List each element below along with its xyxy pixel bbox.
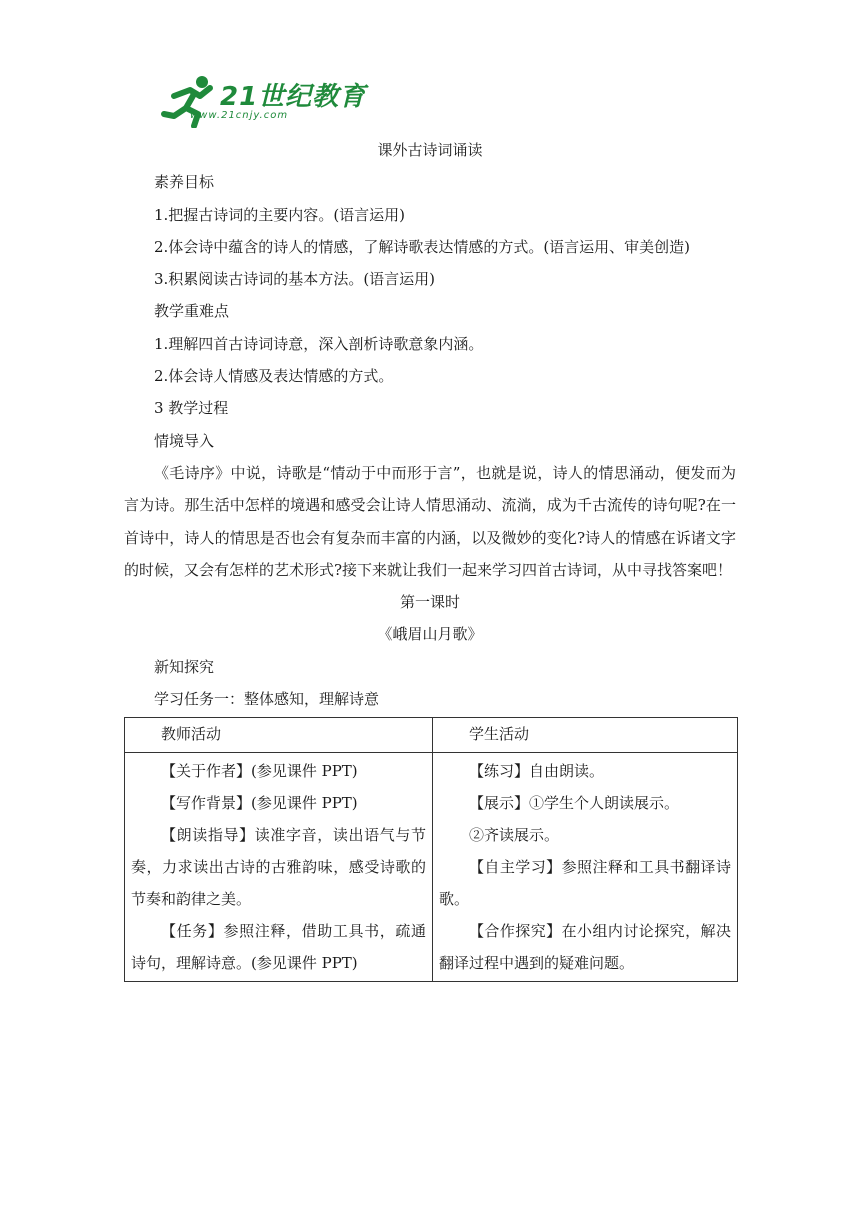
goal-2: 2.体会诗中蕴含的诗人的情感，了解诗歌表达情感的方式。(语言运用、审美创造): [154, 237, 691, 256]
goal-3: 3.积累阅读古诗词的基本方法。(语言运用): [154, 270, 436, 289]
lesson-title: 第一课时: [399, 593, 460, 612]
document-body: [124, 134, 736, 982]
key-1: 1.理解四首古诗词诗意，深入剖析诗歌意象内涵。: [154, 334, 484, 353]
teacher-header-cell: [125, 718, 433, 753]
explore-heading: 新知探究: [154, 657, 215, 676]
teacher-item: 【写作背景】(参见课件 PPT): [161, 794, 358, 813]
process-heading: 3 教学过程: [154, 399, 229, 418]
teacher-activities: [125, 753, 433, 982]
intro-heading: 情境导入: [154, 431, 215, 450]
student-activities: [433, 753, 738, 982]
key-2: 2.体会诗人情感及表达情感的方式。: [154, 367, 394, 386]
student-item: ②齐读展示。: [469, 826, 560, 845]
logo-url: www.21cnjy.com: [190, 110, 289, 121]
task-1: 学习任务一：整体感知，理解诗意: [154, 690, 380, 709]
student-header: 学生活动: [469, 725, 530, 744]
student-item: 【合作探究】在小组内讨论探究，解决翻译过程中遇到的疑难问题。: [439, 922, 731, 973]
intro-paragraph: 《毛诗序》中说，诗歌是“情动于中而形于言”，也就是说，诗人的情思涌动，便发而为言为诗。那生活中怎样的境遇和感受会让诗人情思涌动、流淌，成为千古流传的诗句呢?在一首诗中，诗人的情思是否也会有复杂而丰富的内涵，以及微妙的变化?诗人的情感在诉诸文字的时候，又会有怎样的艺术形式?接下来就让我们一起来学习四首古诗词，从中寻找答案吧！: [124, 463, 736, 579]
goals-heading: 素养目标: [154, 173, 215, 192]
goal-1: 1.把握古诗词的主要内容。(语言运用): [154, 205, 406, 224]
poem-title: 《峨眉山月歌》: [377, 625, 483, 644]
teacher-header: 教师活动: [161, 725, 222, 744]
key-heading: 教学重难点: [154, 302, 230, 321]
student-item: 【展示】①学生个人朗读展示。: [469, 794, 680, 813]
site-logo: [160, 74, 370, 128]
table-row: [125, 753, 738, 982]
table-header-row: [125, 718, 738, 753]
student-header-cell: [433, 718, 738, 753]
student-item: 【自主学习】参照注释和工具书翻译诗歌。: [439, 858, 731, 909]
teacher-item: 【任务】参照注释，借助工具书，疏通诗句，理解诗意。(参见课件 PPT): [131, 922, 426, 973]
student-item: 【练习】自由朗读。: [469, 762, 605, 781]
logo-text: 21世纪教育: [220, 82, 367, 112]
teacher-item: 【关于作者】(参见课件 PPT): [161, 762, 358, 781]
teacher-item: 【朗读指导】读准字音，读出语气与节奏，力求读出古诗的古雅韵味，感受诗歌的节奏和韵律之美。: [131, 826, 426, 909]
activity-table: [124, 717, 738, 982]
document-title: 课外古诗词诵读: [377, 141, 483, 159]
